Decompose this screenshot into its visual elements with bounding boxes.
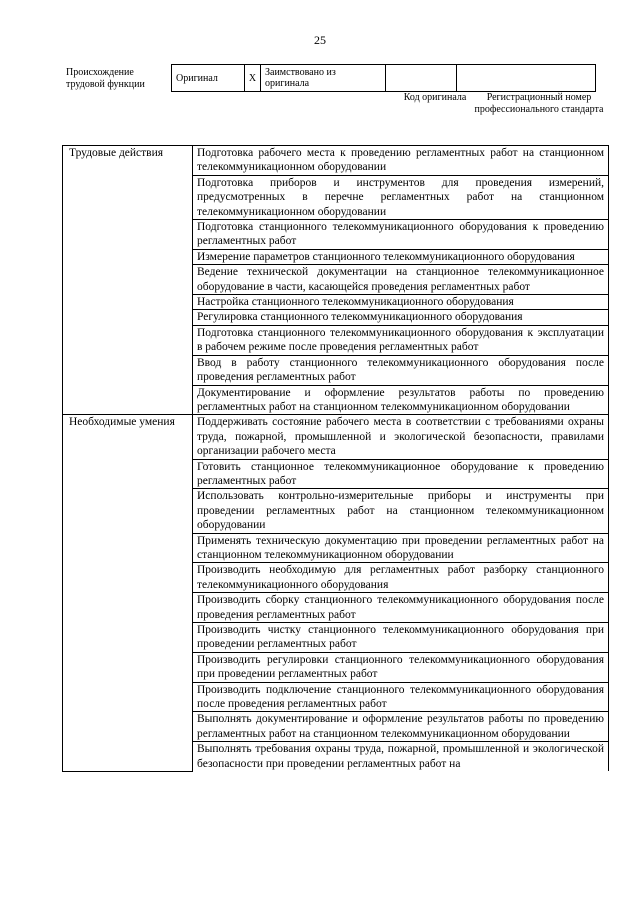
list-item: Измерение параметров станционного телекоммуникационного оборудования (193, 249, 609, 264)
reg-number-cell (457, 65, 596, 92)
code-cell (386, 65, 457, 92)
list-item: Подготовка станционного телекоммуникационного оборудования к эксплуатации в рабочем режиме после проведения регламентных работ (193, 325, 609, 355)
list-item: Выполнять требования охраны труда, пожарной, промышленной и экологической безопасности при проведении регламентных работ на (193, 742, 609, 771)
list-item: Подготовка станционного телекоммуникационного оборудования к проведению регламентных работ (193, 220, 609, 250)
reg-number-caption: Регистрационный номер профессионального стандарта (474, 92, 604, 115)
original-mark: X (245, 65, 261, 92)
list-item: Настройка станционного телекоммуникационного оборудования (193, 295, 609, 310)
origin-label (66, 67, 158, 91)
list-item: Производить регулировки станционного телекоммуникационного оборудования при проведении регламентных работ (193, 652, 609, 682)
required-skills-label: Необходимые умения (63, 415, 193, 771)
labor-actions-label: Трудовые действия (63, 146, 193, 415)
origin-table (171, 64, 596, 92)
list-item: Ввод в работу станционного телекоммуникационного оборудования после проведения регламентных работ (193, 355, 609, 385)
list-item: Подготовка рабочего места к проведению регламентных работ на станционном телекоммуникационном оборудовании (193, 146, 609, 176)
table-row (63, 146, 609, 176)
code-caption: Код оригинала (403, 92, 467, 103)
list-item: Использовать контрольно-измерительные приборы и инструменты при проведении регламентных работ на станционном телекоммуникационном оборудовании (193, 489, 609, 533)
list-item: Производить чистку станционного телекоммуникационного оборудования при проведении регламентных работ (193, 623, 609, 653)
list-item: Выполнять документирование и оформление результатов работы по проведению регламентных работ на станционном телекоммуникационном оборудовании (193, 712, 609, 742)
list-item: Подготовка приборов и инструментов для проведения измерений, предусмотренных в перечне регламентных работ на станционном телекоммуникационном оборудовании (193, 175, 609, 219)
function-table-body (63, 146, 609, 772)
original-cell: Оригинал (172, 65, 245, 92)
page-number: 25 (314, 33, 326, 47)
list-item: Документирование и оформление результатов работы по проведению регламентных работ на станционном телекоммуникационном оборудовании (193, 385, 609, 415)
list-item: Производить подключение станционного телекоммуникационного оборудования после проведения регламентных работ (193, 682, 609, 712)
function-table (62, 145, 609, 772)
list-item: Производить сборку станционного телекоммуникационного оборудования после проведения регламентных работ (193, 593, 609, 623)
list-item: Готовить станционное телекоммуникационное оборудование к проведению регламентных работ (193, 459, 609, 489)
list-item: Поддерживать состояние рабочего места в соответствии с требованиями охраны труда, пожарной, промышленной и экологической безопасности, правилами организации рабочего места (193, 415, 609, 459)
list-item: Производить необходимую для регламентных работ разборку станционного телекоммуникационного оборудования (193, 563, 609, 593)
list-item: Ведение технической документации на станционное телекоммуникационное оборудование в части, касающейся проведения регламентных работ (193, 265, 609, 295)
origin-label-text: Происхождение трудовой функции (66, 67, 145, 90)
table-row (63, 415, 609, 459)
list-item: Регулировка станционного телекоммуникационного оборудования (193, 310, 609, 325)
borrowed-cell: Заимствовано из оригинала (261, 65, 386, 92)
list-item: Применять техническую документацию при проведении регламентных работ на станционном телекоммуникационном оборудовании (193, 533, 609, 563)
